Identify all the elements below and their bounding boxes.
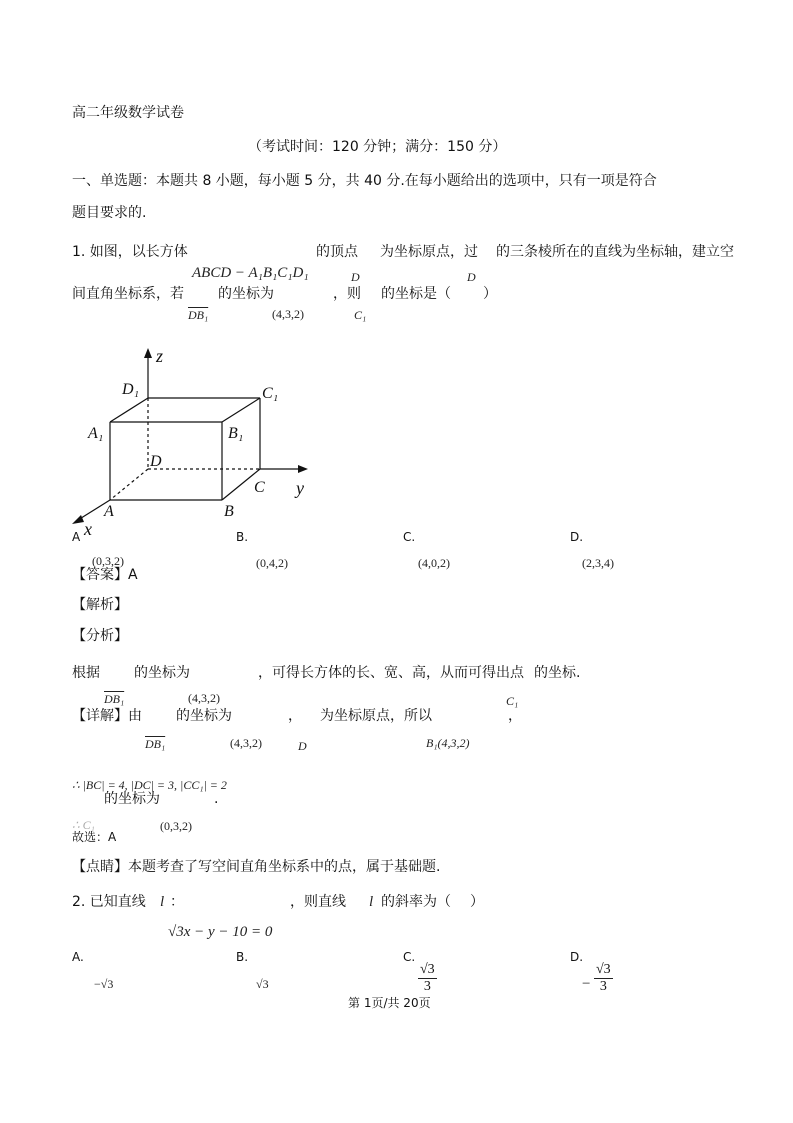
q1-fenxi-b: 的坐标为 [134, 665, 190, 681]
q2-text-b: ： [170, 894, 184, 910]
q1-answer-value: A [128, 567, 138, 583]
cuboid-figure [64, 340, 324, 535]
q1-option-d-label: D. [570, 530, 584, 544]
q1-text-1a: 1. 如图，以长方体 [72, 244, 188, 260]
q1-math-d-vertex: D [467, 270, 476, 284]
q1-detail-math-db1: DB₁ [145, 737, 166, 751]
label-a: A [104, 503, 114, 520]
q1-therefore: ∴ |BC| = 4, |DC| = 3, |CC₁| = 2 [72, 778, 227, 792]
q2-option-d-sign: − [582, 976, 591, 992]
edge-b1c1 [222, 398, 260, 422]
q1-detail-c: ， [288, 708, 302, 724]
section-intro-line2: 题目要求的. [72, 205, 147, 221]
page-footer: 第 1页/共 20页 [348, 996, 431, 1010]
q1-math-d-origin: D [351, 270, 360, 284]
q2-option-c-label: C. [403, 950, 416, 964]
label-d1: D₁ [122, 381, 140, 398]
q1-detail-tag: 【详解】 [72, 708, 128, 724]
label-d: D [150, 453, 162, 470]
q1-therefore-math-coord: (0,3,2) [160, 819, 192, 833]
q2-option-d-num: √3 [596, 962, 611, 977]
q1-math-coord: (4,3,2) [272, 307, 304, 321]
q1-text-1d: 的三条棱所在的直线为坐标轴，建立空 [496, 244, 734, 260]
q1-option-d-value: (2,3,4) [582, 556, 614, 570]
edge-a1d1 [110, 398, 148, 422]
q1-text-2e: ） [483, 286, 497, 302]
q1-text-1c: 为坐标原点，过 [380, 244, 478, 260]
label-c: C [254, 479, 265, 496]
q1-text-2c: ，则 [333, 286, 361, 302]
q2-option-a-label: A. [72, 950, 84, 964]
label-c1: C₁ [262, 385, 279, 402]
q2-option-d-den: 3 [599, 979, 607, 994]
q2-option-c-den: 3 [423, 979, 431, 994]
document-title: 高二年级数学试卷 [72, 105, 184, 121]
q1-fenxi-math-db: DB₁ [104, 692, 125, 706]
q1-math-vector-db1: DB₁ [188, 308, 209, 322]
z-axis-arrow [144, 348, 152, 358]
q2-line-name-1: l [160, 894, 165, 910]
q2-option-a-value: −√3 [94, 977, 114, 991]
section-intro-line1: 一、单选题：本题共 8 小题，每小题 5 分，共 40 分.在每小题给出的选项中，只有一项是符合 [72, 173, 657, 189]
q1-detail-b: 的坐标为 [176, 708, 232, 724]
q1-option-a-value: (0,3,2) [92, 554, 124, 568]
q1-detail-math-d: D [298, 739, 307, 753]
q1-fenxi-tag: 【分析】 [72, 628, 128, 644]
edge-da-hidden [110, 469, 148, 500]
q1-analysis-tag: 【解析】 [72, 597, 128, 613]
q1-detail-e: ， [508, 708, 522, 724]
label-y: y [296, 478, 304, 498]
q2-option-d-label: D. [570, 950, 584, 964]
q1-text-2a: 间直角坐标系，若 [72, 286, 184, 302]
q1-text-2b: 的坐标为 [218, 286, 274, 302]
q1-fenxi-a: 根据 [72, 665, 100, 681]
label-b: B [224, 503, 234, 520]
q1-guxuan: 故选：A [72, 830, 117, 844]
q2-text-e: ） [470, 894, 484, 910]
q1-detail-math-coord: (4,3,2) [230, 736, 262, 750]
label-x: x [84, 519, 92, 535]
label-a1: A₁ [88, 425, 104, 442]
q1-option-a-label: A [72, 530, 81, 544]
q1-option-c-value: (4,0,2) [418, 556, 450, 570]
y-axis-arrow [298, 465, 308, 473]
q2-option-c-num: √3 [420, 962, 435, 977]
q1-answer-tag: 【答案】 [72, 567, 128, 583]
label-b1: B₁ [228, 425, 244, 442]
label-z: z [156, 346, 164, 366]
q1-therefore-math-c1: ∴ C₁ [72, 818, 95, 832]
q1-fenxi-math-coord: (4,3,2) [188, 691, 220, 705]
q2-option-b-label: B. [236, 950, 249, 964]
q1-option-b-value: (0,4,2) [256, 556, 288, 570]
q2-text-d: 的斜率为（ [381, 894, 451, 910]
q1-dianjing-text: 本题考查了写空间直角坐标系中的点，属于基础题. [128, 859, 441, 875]
q2-equation: √3x − y − 10 = 0 [168, 924, 273, 940]
q1-option-b-label: B. [236, 530, 249, 544]
q2-line-name-2: l [369, 894, 374, 910]
q1-text-2d: 的坐标是（ [381, 286, 451, 302]
q2-option-d-fraction [594, 962, 613, 995]
x-axis-arrow [72, 515, 84, 524]
q2-text-a: 2. 已知直线 [72, 894, 146, 910]
q1-option-c-label: C. [403, 530, 416, 544]
q1-detail-a: 由 [128, 708, 142, 724]
q2-option-b-value: √3 [256, 977, 269, 991]
q1-detail-math-b1: B₁(4,3,2) [426, 736, 470, 750]
exam-info: （考试时间：120 分钟；满分：150 分） [248, 139, 507, 155]
q1-therefore-b: 的坐标为 [104, 791, 160, 807]
q1-detail-d: 为坐标原点，所以 [320, 708, 432, 724]
q1-therefore-c: . [214, 791, 219, 807]
q1-text-1b: 的顶点 [316, 244, 358, 260]
q1-fenxi-d: 的坐标. [534, 665, 581, 681]
q2-text-c: ，则直线 [290, 894, 346, 910]
q1-dianjing-tag: 【点睛】 [72, 859, 128, 875]
q1-math-c1: C₁ [354, 308, 367, 322]
q1-fenxi-c: ，可得长方体的长、宽、高，从而可得出点 [258, 665, 524, 681]
q2-option-c-fraction [418, 962, 437, 995]
q1-math-box: ABCD − A₁B₁C₁D₁ [192, 265, 309, 281]
q1-fenxi-math-c1: C₁ [506, 694, 519, 708]
